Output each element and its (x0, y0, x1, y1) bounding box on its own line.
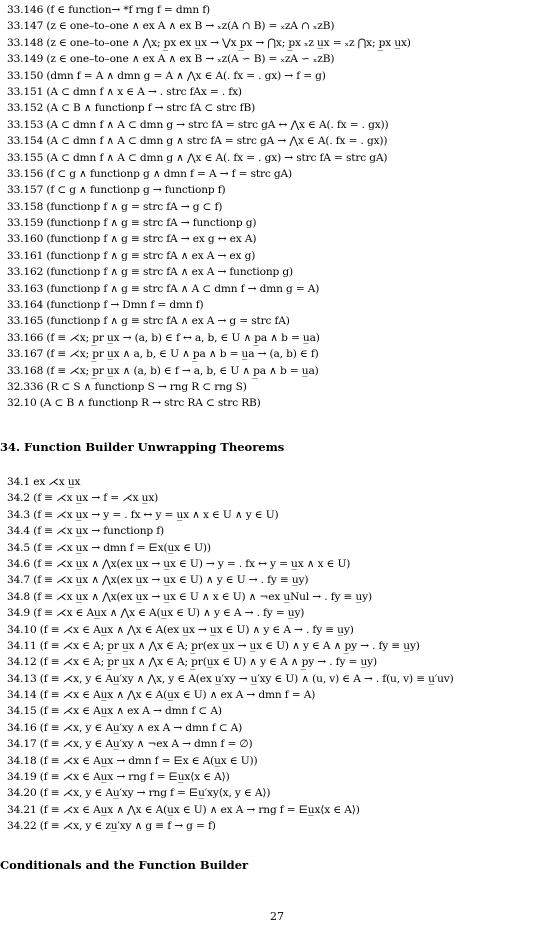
theorem-line: 33.152 (A ⊂ B ∧ functionp f → strc fA ⊂ strc fB) (7, 102, 256, 115)
theorem-line: 34.3 (f ≡ ⋌x u̲x → y = . fx ↔ y = u̲x ∧ x ∈ U ∧ y ∈ U) (7, 508, 279, 521)
theorem-line: 34.1 ex ⋌x u̲x (7, 476, 81, 488)
theorem-line: 34.22 (f ≡ ⋌x, y ∈ zu̲′xy ∧ g ≡ f → g = f) (7, 820, 216, 833)
theorem-line: 33.162 (functionp f ∧ g ≡ strc fA ∧ ex A → functionp g) (7, 266, 294, 279)
theorem-list-33 (7, 2, 551, 412)
theorem-line: 33.154 (A ⊂ dmn f ∧ A ⊂ dmn g ∧ strc fA = strc gA → ⋀x ∈ A(. fx = . gx)) (7, 135, 388, 148)
theorem-line: 34.12 (f ≡ ⋌x ∈ A; p̲r u̲x ∧ ⋀x ∈ A; p̲r(u̲x ∈ U) ∧ y ∈ A ∧ p̲y → . fy = u̲y) (7, 656, 377, 669)
section-heading: 34. Function Builder Unwrapping Theorems (0, 440, 285, 454)
theorem-line: 33.164 (functionp f → Dmn f = dmn f) (7, 299, 204, 312)
theorem-line: 34.8 (f ≡ ⋌x u̲x ∧ ⋀x(ex u̲x → u̲x ∈ U ∧ x ∈ U) ∧ ¬ex u̲Nul → . fy ≡ u̲y) (7, 590, 372, 603)
theorem-line: 34.4 (f ≡ ⋌x u̲x → functionp f) (7, 525, 165, 538)
theorem-line: 33.151 (A ⊂ dmn f ∧ x ∈ A → . strc fAx = . fx) (7, 85, 242, 98)
theorem-line: 34.20 (f ≡ ⋌x, y ∈ Au̲′xy → rng f = ⋿u̲′xy⟨x, y ∈ A⟩) (7, 787, 271, 800)
theorem-line: 33.149 (z ∈ one–to–one ∧ ex A ∧ ex B → ₓz(A ∽ B) = ₓzA ∽ ₓzB) (7, 53, 335, 66)
theorem-line: 34.5 (f ≡ ⋌x u̲x → dmn f = ⋿x(u̲x ∈ U)) (7, 541, 211, 554)
theorem-line: 33.148 (z ∈ one–to–one ∧ ⋀x; p̲x ex u̲x → ⋁x p̲x → ⋂x; p̲x ₓz u̲x = ₓz ⋂x; p̲x u̲x) (7, 36, 411, 49)
theorem-line: 34.9 (f ≡ ⋌x ∈ Au̲x ∧ ⋀x ∈ A(u̲x ∈ U) ∧ y ∈ A → . fy = u̲y) (7, 607, 305, 620)
theorem-line: 32.10 (A ⊂ B ∧ functionp R → strc RA ⊂ strc RB) (7, 397, 261, 410)
theorem-line: 33.147 (z ∈ one–to–one ∧ ex A ∧ ex B → ₓz(A ∩ B) = ₓzA ∩ ₓzB) (7, 20, 335, 33)
theorem-list-34 (7, 474, 551, 835)
theorem-line: 33.150 (dmn f = A ∧ dmn g = A ∧ ⋀x ∈ A(. fx = . gx) → f = g) (7, 69, 326, 82)
theorem-line: 34.17 (f ≡ ⋌x, y ∈ Au̲′xy ∧ ¬ex A → dmn f = ∅) (7, 738, 253, 751)
theorem-line: 34.6 (f ≡ ⋌x u̲x ∧ ⋀x(ex u̲x → u̲x ∈ U) → y = . fx ↔ y = u̲x ∧ x ∈ U) (7, 557, 351, 570)
theorem-line: 33.153 (A ⊂ dmn f ∧ A ⊂ dmn g → strc fA = strc gA ↔ ⋀x ∈ A(. fx = . gx)) (7, 118, 389, 131)
theorem-line: 33.156 (f ⊂ g ∧ functionp g ∧ dmn f = A → f = strc gA) (7, 167, 293, 180)
theorem-line: 34.18 (f ≡ ⋌x ∈ Au̲x → dmn f = ⋿x ∈ A(u̲x ∈ U)) (7, 754, 258, 767)
page-number: 27 (270, 910, 284, 923)
theorem-line: 33.159 (functionp f ∧ g ≡ strc fA → functionp g) (7, 217, 257, 230)
theorem-line: 33.168 (f ≡ ⋌x; p̲r u̲x ∧ (a, b) ∈ f → a, b, ∈ U ∧ p̲a ∧ b = u̲a) (7, 364, 319, 377)
theorem-line: 34.15 (f ≡ ⋌x ∈ Au̲x ∧ ex A → dmn f ⊂ A) (7, 705, 222, 718)
theorem-line: 33.165 (functionp f ∧ g ≡ strc fA ∧ ex A → g = strc fA) (7, 315, 290, 328)
theorem-line: 33.157 (f ⊂ g ∧ functionp g → functionp f) (7, 184, 226, 197)
theorem-line: 33.166 (f ≡ ⋌x; p̲r u̲x → (a, b) ∈ f ↔ a, b, ∈ U ∧ p̲a ∧ b = u̲a) (7, 331, 320, 344)
theorem-line: 33.158 (functionp f ∧ g = strc fA → g ⊂ f) (7, 200, 223, 213)
theorem-line: 33.161 (functionp f ∧ g ≡ strc fA ∧ ex A → ex g) (7, 249, 256, 262)
theorem-line: 34.7 (f ≡ ⋌x u̲x ∧ ⋀x(ex u̲x → u̲x ∈ U) ∧ y ∈ U → . fy ≡ u̲y) (7, 574, 309, 587)
theorem-line: 34.21 (f ≡ ⋌x ∈ Au̲x ∧ ⋀x ∈ A(u̲x ∈ U) ∧ ex A → rng f = ⋿u̲x⟨x ∈ A⟩) (7, 803, 360, 816)
theorem-line: 33.146 (f ∈ function→ *f rng f = dmn f) (7, 4, 211, 16)
theorem-line: 33.155 (A ⊂ dmn f ∧ A ⊂ dmn g ∧ ⋀x ∈ A(. fx = . gx) → strc fA = strc gA) (7, 151, 388, 164)
theorem-line: 34.14 (f ≡ ⋌x ∈ Au̲x ∧ ⋀x ∈ A(u̲x ∈ U) ∧ ex A → dmn f = A) (7, 689, 316, 702)
theorem-line: 34.13 (f ≡ ⋌x, y ∈ Au̲′xy ∧ ⋀x, y ∈ A(ex u̲′xy → u̲′xy ∈ U) ∧ (u, v) ∈ A → . f(u, v) ≡ u̲′uv) (7, 672, 454, 685)
theorem-line: 32.336 (R ⊂ S ∧ functionp S → rng R ⊂ rng S) (7, 380, 247, 393)
theorem-line: 33.163 (functionp f ∧ g ≡ strc fA ∧ A ⊂ dmn f → dmn g = A) (7, 282, 320, 295)
next-section-heading: Conditionals and the Function Builder (0, 858, 249, 872)
theorem-line: 33.160 (functionp f ∧ g ≡ strc fA → ex g ↔ ex A) (7, 233, 257, 246)
theorem-line: 34.11 (f ≡ ⋌x ∈ A; p̲r u̲x ∧ ⋀x ∈ A; p̲r(ex u̲x → u̲x ∈ U) ∧ y ∈ A ∧ p̲y → . fy ≡ u̲y) (7, 639, 420, 652)
theorem-line: 34.19 (f ≡ ⋌x ∈ Au̲x → rng f = ⋿u̲x⟨x ∈ A⟩) (7, 771, 230, 784)
theorem-line: 34.2 (f ≡ ⋌x u̲x → f = ⋌x u̲x) (7, 492, 159, 505)
theorem-line: 33.167 (f ≡ ⋌x; p̲r u̲x ∧ a, b, ∈ U ∧ p̲a ∧ b = u̲a → (a, b) ∈ f) (7, 348, 319, 361)
theorem-line: 34.16 (f ≡ ⋌x, y ∈ Au̲′xy ∧ ex A → dmn f ⊂ A) (7, 721, 243, 734)
theorem-line: 34.10 (f ≡ ⋌x ∈ Au̲x ∧ ⋀x ∈ A(ex u̲x → u̲x ∈ U) ∧ y ∈ A → . fy ≡ u̲y) (7, 623, 354, 636)
